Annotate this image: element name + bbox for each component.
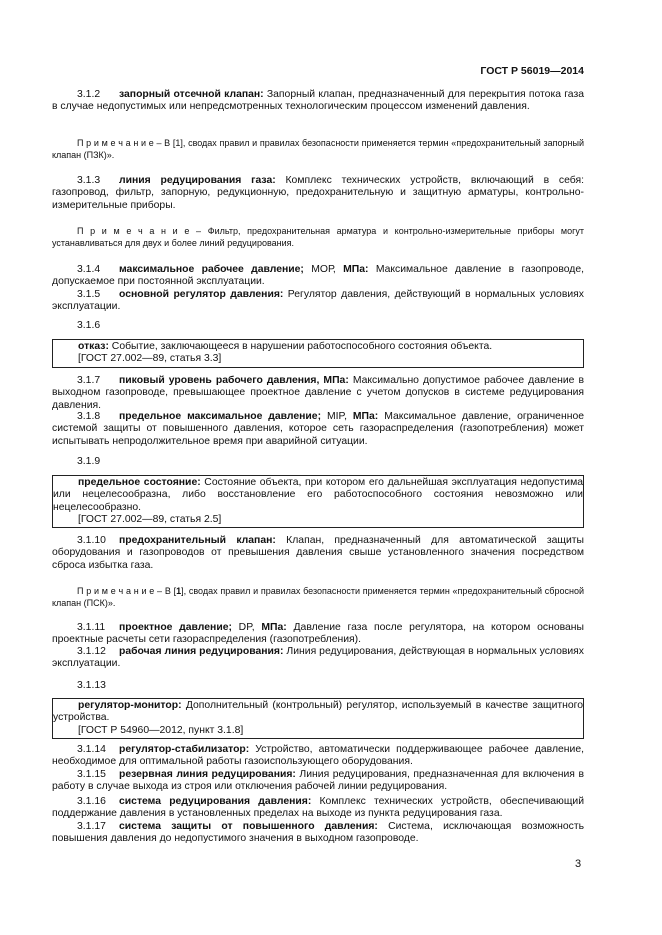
term-unit: МПа: [343,264,369,275]
term-name: проектное давление; [119,622,232,633]
term-name: система редуцирования давления: [119,796,312,807]
term-3-1-11 [52,622,584,647]
term-abbr: МОР, [303,264,344,275]
term-3-1-3 [52,175,584,212]
term-number: 3.1.17 [77,821,106,832]
page-number: 3 [575,858,582,870]
term-3-1-15 [52,769,584,794]
term-reference: [ГОСТ 27.002—89, статья 3.3] [78,353,222,365]
note-label: П р и м е ч а н и е [77,138,154,148]
term-definition: Комплекс технических устройств, включающий в себя: газопровод, фильтр, запорную, редукционную, предохранительную и защитную арматуры, контрольно-измерительные приборы. [52,175,585,211]
term-name: запорный отсечной клапан: [119,89,264,100]
term-number: 3.1.11 [77,622,106,633]
term-name: пиковый уровень рабочего давления, МПа: [119,375,349,386]
term-3-1-7 [52,375,584,412]
term-definition: Событие, заключающееся в нарушении работоспособного состояния объекта. [108,341,493,352]
term-definition: Запорный клапан, предназначенный для перекрытия потока газа в случае недопустимых или непредсмотренных технологическим процессом изменений давления. [52,89,584,113]
term-reference: [ГОСТ Р 54960—2012, пункт 3.1.8] [78,724,244,736]
term-number-3-1-13: 3.1.13 [77,680,106,691]
note-label: П р и м е ч а н и е [77,586,155,596]
term-unit: МПа: [261,622,287,633]
term-3-1-16 [52,796,584,821]
term-3-1-10 [52,535,584,572]
term-number: 3.1.16 [77,796,106,807]
term-number: 3.1.14 [77,744,106,755]
term-name: предельное максимальное давление; [119,411,322,422]
term-number: 3.1.7 [77,375,101,386]
term-name: отказ: [78,341,109,352]
term-definition: Линия редуцирования, предназначенная для включения в работу в случае выхода из строя или отключения рабочей линии редуцирования. [52,769,584,793]
term-name: максимальное рабочее давление; [119,264,304,275]
term-definition: Дополнительный (контрольный) регулятор, используемый в качестве защитного устройства. [53,700,583,724]
term-reference: [ГОСТ 27.002—89, статья 2.5] [78,513,222,525]
term-3-1-6-box [52,339,584,368]
term-number: 3.1.3 [77,175,101,186]
term-name: резервная линия редуцирования: [119,769,296,780]
term-abbr: MIP, [321,411,353,422]
term-name: рабочая линия редуцирования: [119,646,284,657]
term-definition: Давление газа после регулятора, на котором основаны проектные расчеты сети газораспределения (газопотребления). [52,622,584,646]
term-number-3-1-9: 3.1.9 [77,456,101,467]
term-3-1-2 [52,89,584,114]
note-ref-number: 1 [176,586,182,596]
term-number: 3.1.12 [77,646,106,657]
note-text: – Фильтр, предохранительная арматура и контрольно-измерительные приборы могут устанавливаться для двух и более линий редуцирования. [52,226,584,248]
term-3-1-14 [52,744,584,769]
term-abbr: DP, [231,622,262,633]
term-definition: Комплекс технических устройств, обеспечивающий поддержание давления в установленных пределах на выходе из пункта редуцирования газа. [52,796,585,820]
note-label: П р и м е ч а н и е [77,226,190,236]
term-number: 3.1.4 [77,264,101,275]
term-3-1-5 [52,289,584,314]
term-name: линия редуцирования газа: [119,175,276,186]
term-name: регулятор-монитор: [78,700,182,711]
term-definition: Состояние объекта, при котором его дальнейшая эксплуатация недопустима или нецелесообразна, либо восстановление его работоспособного состояния невозможно или нецелесообразно. [53,477,583,513]
note-text: – В [1], сводах правил и правилах безопасности применяется термин «предохранительный запорный клапан (ПЗК)». [52,138,584,160]
term-number: 3.1.15 [77,769,106,780]
term-3-1-13-box [52,698,584,739]
term-number: 3.1.2 [77,89,101,100]
term-definition: Максимально допустимое рабочее давление в выходном газопроводе, превышающее проектное давление с учетом допусков в системе редуцирования давления. [52,375,585,411]
note-text-cont: ], сводах правил и правилах безопасности применяется термин «предохранительный сбросной клапан (ПСК)». [52,586,584,608]
document-header: ГОСТ Р 56019—2014 [480,65,584,77]
term-3-1-8 [52,411,584,448]
term-definition: Система, исключающая возможность повышения давления до недопустимого значения в выходном газопроводе. [52,821,584,845]
note-text: – В [ [154,586,177,596]
term-number: 3.1.5 [77,289,101,300]
term-definition: Максимальное давление в газопроводе, допускаемое при постоянной эксплуатации. [52,264,585,288]
term-name: система защиты от повышенного давления: [119,821,378,832]
term-name: предохранительный клапан: [119,535,276,546]
term-name: предельное состояние: [78,477,201,488]
term-number: 3.1.10 [77,535,106,546]
term-definition: Линия редуцирования, действующая в нормальных условиях эксплуатации. [52,646,584,670]
term-number: 3.1.8 [77,411,101,422]
note-1 [52,137,584,161]
term-definition: Максимальное давление, ограниченное системой защиты от повышенного давления, которое сеть газораспределения (газопотребления) может испытывать непродолжительное время при аварийной ситуации. [52,411,584,447]
note-3 [52,585,584,609]
term-3-1-9-box [52,475,584,528]
note-2 [52,225,584,249]
term-name: регулятор-стабилизатор: [119,744,250,755]
term-number-3-1-6: 3.1.6 [77,320,101,331]
term-3-1-17 [52,821,584,846]
term-definition: Устройство, автоматически поддерживающее рабочее давление, необходимое для оптимальной работы газоиспользующего оборудования. [52,744,584,768]
term-name: основной регулятор давления: [119,289,284,300]
term-unit: МПа: [352,411,379,422]
term-3-1-4 [52,264,584,289]
term-definition: Регулятор давления, действующий в нормальных условиях эксплуатации. [52,289,584,313]
term-definition: Клапан, предназначенный для автоматической защиты оборудования и газопроводов от превышения давления свыше установленного значения посредством сброса избытка газа. [52,535,584,571]
term-3-1-12 [52,646,584,671]
